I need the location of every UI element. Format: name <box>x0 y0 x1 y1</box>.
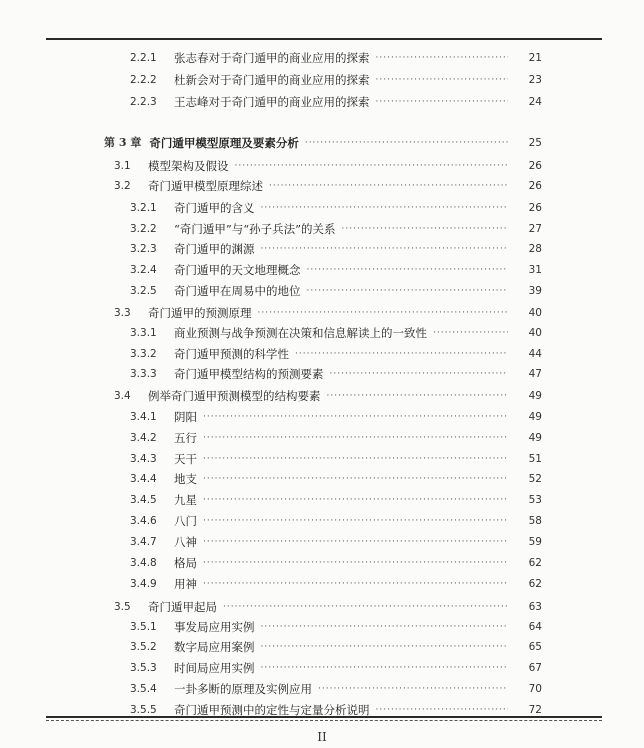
toc-entry-page: 39 <box>528 285 542 297</box>
toc-entry[interactable] <box>0 323 644 343</box>
toc-leader-dots <box>307 260 509 280</box>
top-rule <box>46 38 602 40</box>
toc-entry-page: 72 <box>528 704 542 716</box>
toc-leader-dots <box>261 658 509 678</box>
toc-entry[interactable] <box>0 532 644 552</box>
toc-entry-page: 62 <box>528 557 542 569</box>
toc-leader-dots <box>203 469 508 489</box>
toc-leader-dots <box>376 48 509 68</box>
toc-entry-page: 44 <box>528 348 542 360</box>
toc-entry-number: 2.2.1 <box>130 52 157 64</box>
toc-entry-number: 3.2.2 <box>130 223 157 235</box>
toc-entry-number: 3.5.1 <box>130 621 157 633</box>
toc-entry-number: 第 3 章 <box>104 136 142 149</box>
toc-entry-number: 3.1 <box>114 160 131 172</box>
toc-leader-dots <box>203 407 508 427</box>
toc-leader-dots <box>203 428 508 448</box>
toc-entry-page: 64 <box>528 621 542 633</box>
toc-entry[interactable] <box>0 469 644 489</box>
toc-leader-dots <box>261 239 509 259</box>
toc-entry-number: 3.2.5 <box>130 285 157 297</box>
toc-entry[interactable] <box>0 239 644 259</box>
toc-entry-number: 3.4.6 <box>130 515 157 527</box>
toc-entry-title: 用神 <box>174 577 197 591</box>
toc-entry-number: 3.5.4 <box>130 683 157 695</box>
toc-leader-dots <box>203 574 508 594</box>
toc-entry-page: 49 <box>528 411 542 423</box>
toc-leader-dots <box>261 637 509 657</box>
toc-entry-title: 奇门遁甲的天文地理概念 <box>174 263 301 277</box>
toc-entry-page: 24 <box>528 96 542 108</box>
toc-entry-page: 49 <box>528 390 542 402</box>
toc-leader-dots <box>307 281 509 301</box>
toc-entry-number: 3.2.3 <box>130 243 157 255</box>
toc-entry-number: 3.3.3 <box>130 368 157 380</box>
toc-leader-dots <box>330 364 509 384</box>
toc-entry-number: 3.5.3 <box>130 662 157 674</box>
toc-entry[interactable] <box>0 428 644 448</box>
toc-entry-number: 3.2.4 <box>130 264 157 276</box>
toc-entry-page: 25 <box>528 137 542 149</box>
toc-leader-dots <box>203 532 508 552</box>
toc-entry-title: 一卦多断的原理及实例应用 <box>174 682 312 696</box>
toc-entry[interactable] <box>0 553 644 573</box>
toc-entry-title: 九星 <box>174 493 197 507</box>
toc-leader-dots <box>203 553 508 573</box>
toc-entry[interactable] <box>0 386 644 406</box>
toc-entry[interactable] <box>0 679 644 699</box>
toc-entry-page: 53 <box>528 494 542 506</box>
toc-entry-number: 3.5 <box>114 601 131 613</box>
toc-entry-number: 2.2.2 <box>130 74 157 86</box>
toc-entry[interactable] <box>0 658 644 678</box>
toc-entry-page: 52 <box>528 473 542 485</box>
toc-entry-number: 3.5.5 <box>130 704 157 716</box>
toc-entry-title: 商业预测与战争预测在决策和信息解读上的一致性 <box>174 326 427 340</box>
toc-entry[interactable] <box>0 156 644 176</box>
toc-entry-number: 3.4.9 <box>130 578 157 590</box>
toc-entry-title: 天干 <box>174 452 197 466</box>
toc-entry-page: 51 <box>528 453 542 465</box>
toc-entry-number: 3.4 <box>114 390 131 402</box>
toc-entry-number: 3.4.8 <box>130 557 157 569</box>
toc-entry-page: 67 <box>528 662 542 674</box>
toc-entry-title: 奇门遁甲模型原理及要素分析 <box>149 136 299 150</box>
toc-entry[interactable] <box>0 574 644 594</box>
toc-entry-title: 王志峰对于奇门遁甲的商业应用的探索 <box>174 95 370 109</box>
toc-entry-title: 八门 <box>174 514 197 528</box>
toc-leader-dots <box>203 490 508 510</box>
toc-entry-page: 23 <box>528 74 542 86</box>
toc-entry[interactable] <box>0 490 644 510</box>
toc-leader-dots <box>327 386 509 406</box>
toc-entry-title: 格局 <box>174 556 197 570</box>
toc-entry-title: 八神 <box>174 535 197 549</box>
toc-entry-title: 数字局应用案例 <box>174 640 255 654</box>
toc-entry-number: 3.4.1 <box>130 411 157 423</box>
toc-entry-number: 3.4.5 <box>130 494 157 506</box>
toc-entry-page: 31 <box>528 264 542 276</box>
toc-entry-page: 65 <box>528 641 542 653</box>
toc-entry-number: 3.4.4 <box>130 473 157 485</box>
toc-entry-number: 2.2.3 <box>130 96 157 108</box>
toc-entry-page: 27 <box>528 223 542 235</box>
toc-entry-title: 奇门遁甲预测中的定性与定量分析说明 <box>174 703 370 717</box>
toc-entry-page: 47 <box>528 368 542 380</box>
toc-leader-dots <box>295 344 508 364</box>
toc-entry-title: 奇门遁甲起局 <box>148 600 217 614</box>
toc-entry-page: 59 <box>528 536 542 548</box>
toc-entry-title: “奇门遁甲”与“孙子兵法”的关系 <box>174 222 336 236</box>
toc-entry-number: 3.5.2 <box>130 641 157 653</box>
toc-entry[interactable] <box>0 70 644 90</box>
toc-entry-number: 3.3.1 <box>130 327 157 339</box>
toc-leader-dots <box>235 156 509 176</box>
toc-entry[interactable] <box>0 637 644 657</box>
toc-entry-page: 40 <box>528 307 542 319</box>
toc-entry[interactable] <box>0 260 644 280</box>
toc-entry-title: 奇门遁甲在周易中的地位 <box>174 284 301 298</box>
toc-entry-page: 49 <box>528 432 542 444</box>
toc-entry[interactable] <box>0 198 644 218</box>
toc-leader-dots <box>203 511 508 531</box>
toc-entry-title: 奇门遁甲的预测原理 <box>148 306 252 320</box>
toc-entry[interactable] <box>0 597 644 617</box>
toc-entry-title: 张志春对于奇门遁甲的商业应用的探索 <box>174 51 370 65</box>
bottom-rule-dashed <box>46 720 602 721</box>
toc-leader-dots <box>223 597 508 617</box>
toc-leader-dots <box>258 303 509 323</box>
toc-entry-title: 模型架构及假设 <box>148 159 229 173</box>
toc-entry[interactable] <box>0 617 644 637</box>
toc-entry-page: 62 <box>528 578 542 590</box>
toc-entry[interactable] <box>0 449 644 469</box>
toc-entry-page: 26 <box>528 180 542 192</box>
toc-entry-title: 地支 <box>174 472 197 486</box>
toc-entry-number: 3.2.1 <box>130 202 157 214</box>
toc-leader-dots <box>261 198 509 218</box>
toc-entry-page: 26 <box>528 160 542 172</box>
toc-entry-title: 奇门遁甲模型结构的预测要素 <box>174 367 324 381</box>
toc-leader-dots <box>261 617 509 637</box>
toc-entry[interactable] <box>0 92 644 112</box>
toc-entry-page: 58 <box>528 515 542 527</box>
bottom-rule <box>46 716 602 718</box>
toc-leader-dots <box>376 92 509 112</box>
toc-entry[interactable] <box>0 364 644 384</box>
toc-entry-title: 杜新会对于奇门遁甲的商业应用的探索 <box>174 73 370 87</box>
toc-entry-title: 事发局应用实例 <box>174 620 255 634</box>
toc-entry-number: 3.4.7 <box>130 536 157 548</box>
toc-leader-dots <box>203 449 508 469</box>
toc-entry[interactable] <box>0 176 644 196</box>
toc-entry-title: 奇门遁甲模型原理综述 <box>148 179 263 193</box>
toc-leader-dots <box>433 323 508 343</box>
toc-entry[interactable] <box>0 303 644 323</box>
toc-entry-title: 奇门遁甲的渊源 <box>174 242 255 256</box>
toc-entry-page: 26 <box>528 202 542 214</box>
toc-entry[interactable] <box>0 511 644 531</box>
toc-entry-title: 奇门遁甲的含义 <box>174 201 255 215</box>
toc-entry[interactable] <box>0 344 644 364</box>
toc-entry-page: 21 <box>528 52 542 64</box>
toc-entry[interactable] <box>0 219 644 239</box>
toc-entry-number: 3.3.2 <box>130 348 157 360</box>
toc-entry-page: 63 <box>528 601 542 613</box>
toc-entry-number: 3.2 <box>114 180 131 192</box>
toc-entry-page: 28 <box>528 243 542 255</box>
toc-entry[interactable] <box>0 281 644 301</box>
toc-leader-dots <box>318 679 508 699</box>
toc-entry-page: 40 <box>528 327 542 339</box>
toc-entry-number: 3.3 <box>114 307 131 319</box>
page-number: II <box>317 730 327 744</box>
toc-leader-dots <box>305 133 508 153</box>
toc-entry-title: 五行 <box>174 431 197 445</box>
toc-leader-dots <box>342 219 508 239</box>
toc-leader-dots <box>269 176 508 196</box>
toc-entry-number: 3.4.3 <box>130 453 157 465</box>
toc-entry-number: 3.4.2 <box>130 432 157 444</box>
toc-entry-title: 奇门遁甲预测的科学性 <box>174 347 289 361</box>
toc-leader-dots <box>376 70 509 90</box>
toc-chapter-entry[interactable] <box>0 133 644 153</box>
toc-entry[interactable] <box>0 407 644 427</box>
toc-entry-title: 例举奇门遁甲预测模型的结构要素 <box>148 389 321 403</box>
toc-entry-page: 70 <box>528 683 542 695</box>
toc-entry-title: 时间局应用实例 <box>174 661 255 675</box>
toc-entry-title: 阴阳 <box>174 410 197 424</box>
toc-entry[interactable] <box>0 48 644 68</box>
